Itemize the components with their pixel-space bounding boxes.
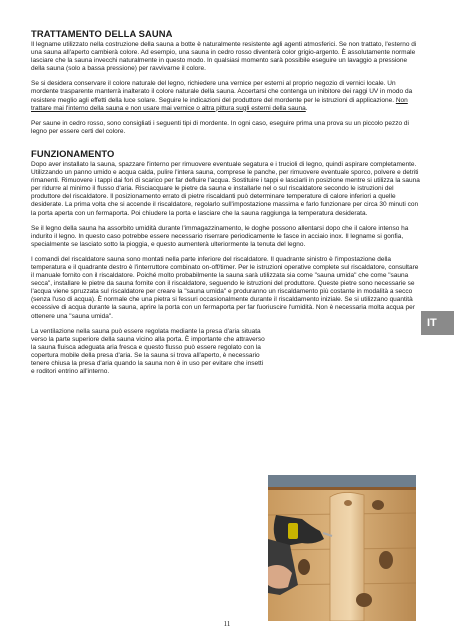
paragraph-funzionamento-1: Dopo aver installato la sauna, spazzare l'interno per rimuovere eventuale segatura e i trucioli di legno, quindi aspirare completamente. Utilizzando un panno umido e acqua calda, pulire l'intera sauna, comprese le panche, per rimuovere eventuale sporco, polvere e detriti rimanenti. Rimuovere i tappi dai fori di scarico per far defluire l'acqua. Sostituire i tappi e lasciarli in posizione mentre si utilizza la sauna per ridurre al minimo il flusso d'aria. Risciacquare le pietre da sauna e installarle nel o sul riscaldatore secondo le istruzioni del produttore del riscaldatore. Il posizionamento errato di pietre riscaldanti può determinare temperature di calore inferiori a quelle desiderate. La prima volta che si accende il riscaldatore, regolarlo sull'impostazione massima e farlo funzionare per circa 30 minuti con la porta aperta con un fermaporta. Poi chiudere la porta e lasciare che la sauna raggiunga la temperatura desiderata. <box>31 160 420 217</box>
paragraph-funzionamento-2: Se il legno della sauna ha assorbito umidità durante l'immagazzinamento, le doghe possono allentarsi dopo che il calore intenso ha indurito il legno. In questo caso potrebbe essere necessario riserrare periodicamente le fasce in acciaio inox. Il legname si gonfia, specialmente se lasciato sotto la pioggia, e questo aumenterà ulteriormente la tenuta del legno. <box>31 224 409 248</box>
paragraph-text: Se si desidera conservare il colore naturale del legno, richiedere una vernice per esterni al proprio negozio di vernici locale. Un mordente trasparente manterrà inalterato il colore naturale della sauna. Accertarsi che contenga un inibitore dei raggi UV in modo da resistere meglio agli effetti della luce solare. Seguire le indicazioni del produttore del mordente per le istruzioni di applicazione. <box>31 80 413 104</box>
paragraph-funzionamento-3: I comandi del riscaldatore sauna sono montati nella parte inferiore del riscaldatore. Il quadrante sinistro è l'impostazione della temperatura e il quadrante destro è l'interruttore combinato on-off/timer. Per le istruzioni operative complete sul riscaldatore, consultare il manuale fornito con il riscaldatore. Poiché molto probabilmente la sauna sarà utilizzata sia come "sauna umida" che come "sauna secca", installare le pietre da sauna fornite con il riscaldatore, seguendo le istruzioni del produttore. Queste pietre sono necessarie se l'acqua viene spruzzata sul riscaldatore per creare la "sauna umida" e produranno un riscaldamento più costante in modalità a secco (senza l'uso di acqua). È normale che una pietra si fessuri occasionalmente durante il riscaldamento iniziale. Se si utilizzano quantità eccessive di acqua durante la sauna, aprire la porta con un fermaporta per far fuoriuscire l'umidità. Non è necessaria molta acqua per ottenere una "sauna umida". <box>31 255 419 320</box>
paragraph-trattamento-3: Per saune in cedro rosso, sono consigliati i seguenti tipi di mordente. In ogni caso, eseguire prima una prova su un piccolo pezzo di legno per essere certi del colore. <box>31 119 409 135</box>
section-title-funzionamento: FUNZIONAMENTO <box>31 147 115 159</box>
paragraph-funzionamento-4: La ventilazione nella sauna può essere regolata mediante la presa d'aria situata verso la parte superiore della sauna vicino alla porta. È importante che attraverso la sauna fluisca adeguata aria fresca e questo flusso può essere regolato con la copertura mobile della presa d'aria. Se la sauna si trova all'aperto, è necessario tenere chiusa la presa d'aria quando la sauna non è in uso per evitare che insetti e roditori entrino all'interno. <box>31 327 265 376</box>
page-content <box>31 28 421 383</box>
paragraph-text-end: . <box>305 104 308 112</box>
language-tab: IT <box>421 311 454 335</box>
drill-screwing-image <box>268 475 416 621</box>
underlined-warning: Non trattare mai l'interno della sauna e non usare mai vernice o altra pittura sugli esterni della sauna <box>31 96 408 112</box>
page-number: 11 <box>223 620 231 628</box>
drill-photo <box>268 475 416 621</box>
paragraph-trattamento-2 <box>31 80 421 112</box>
paragraph-trattamento-1: Il legname utilizzato nella costruzione della sauna a botte è naturalmente resistente agli agenti atmosferici. Se non trattato, l'esterno di una sauna all'aperto cambierà colore. Ad esempio, una sauna in cedro rosso diventerà color grigio-argento. È assolutamente normale lasciare che la sauna invecchi naturalmente in questo modo. In qualsiasi momento sarà possibile eseguire un lavaggio a pressione della sauna (solo a bassa pressione) per ravvivarne il colore. <box>31 41 417 73</box>
section-title-trattamento: TRATTAMENTO DELLA SAUNA <box>31 28 173 39</box>
